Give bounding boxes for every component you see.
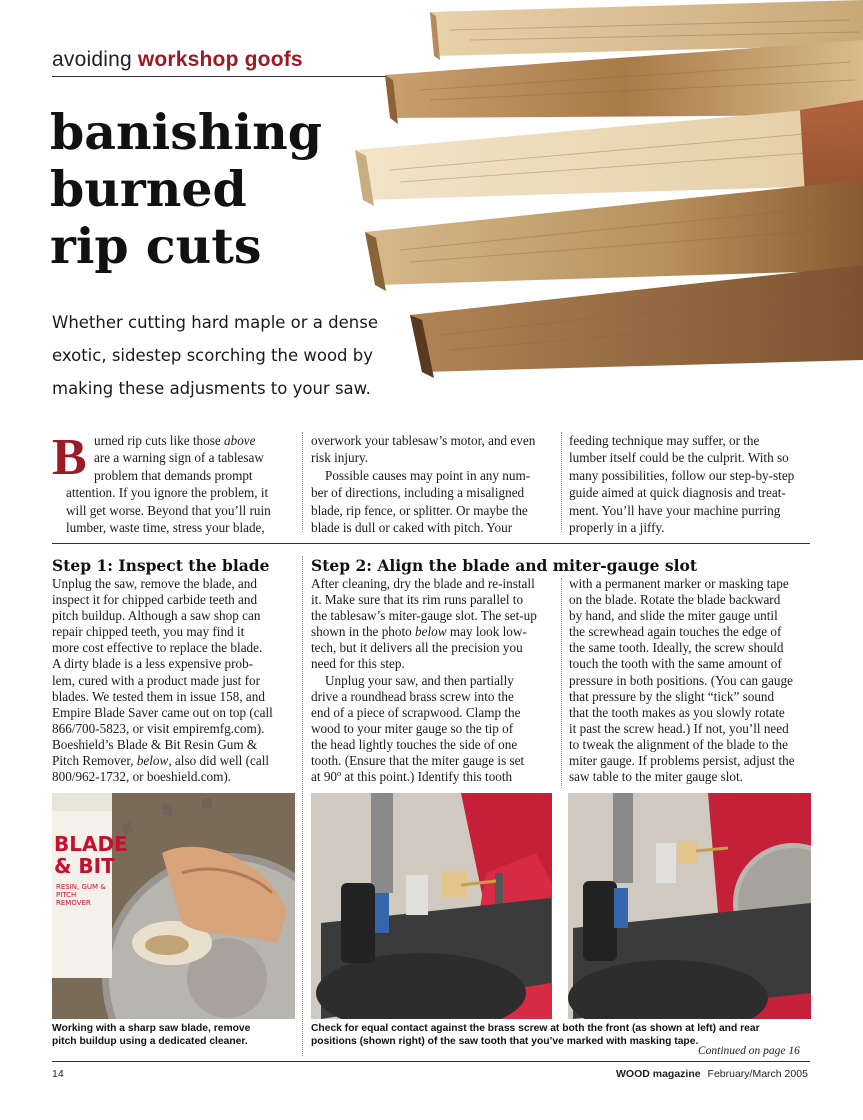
title-line: banishing xyxy=(50,103,322,161)
step2-text: on the blade. Rotate the blade backward xyxy=(569,592,781,608)
step2-text: touch the tooth with the same amount of xyxy=(569,656,782,672)
footer-credit xyxy=(616,1068,808,1080)
step2-column-1 xyxy=(311,576,556,785)
step1-heading: Step 1: Inspect the blade xyxy=(52,556,270,575)
step2-text: to tweak the alignment of the blade to the xyxy=(569,736,788,752)
intro-text: Possible causes may point in any num- xyxy=(325,467,531,483)
step2-text: tooth. (Ensure that the miter gauge is set xyxy=(311,753,525,769)
product-label-line: RESIN, GUM & xyxy=(56,883,106,891)
intro-text: guide aimed at quick diagnosis and treat- xyxy=(569,485,786,501)
step2-text: the head lightly touches the side of one xyxy=(311,736,518,752)
drop-cap: B xyxy=(52,429,87,486)
product-label-line: REMOVER xyxy=(56,899,91,907)
step1-body xyxy=(52,576,300,785)
step2-text: shown in the photo xyxy=(311,624,416,640)
step2-text: Unplug your saw, and then partially xyxy=(325,672,514,688)
step2-text: the tablesaw’s miter-gauge slot. The set-up xyxy=(311,608,537,624)
intro-text: urned rip cuts like those xyxy=(94,433,225,448)
step2-text: it past the screw head.) If not, you’ll need xyxy=(569,720,789,736)
step2-text: pressure in both positions. (You can gauge xyxy=(569,672,793,688)
step2-text: with a permanent marker or masking tape xyxy=(569,576,789,591)
intro-text: will get worse. Beyond that you’ll ruin xyxy=(66,502,271,518)
step1-caption xyxy=(52,1022,302,1048)
caption-line: Working with a sharp saw blade, remove xyxy=(52,1023,251,1034)
step2-text: that pressure by the slight “tick” sound xyxy=(569,688,775,704)
step1-text: Pitch Remover, xyxy=(52,753,137,769)
deck-line: exotic, sidestep scorching the wood by xyxy=(52,346,374,365)
intro-text: problem that demands prompt xyxy=(94,467,253,483)
intro-text: risk injury. xyxy=(311,450,369,466)
section-kicker xyxy=(52,48,303,72)
step2-text: drive a roundhead brass screw into the xyxy=(311,688,514,704)
product-label-line: & BIT xyxy=(54,854,115,878)
intro-text-italic: above xyxy=(224,433,256,448)
column-divider xyxy=(561,432,562,532)
title-line: rip cuts xyxy=(50,217,262,275)
step2-text: it. Make sure that its rim runs parallel to xyxy=(311,592,524,608)
step1-text: 866/700-5823, or visit empiremfg.com). xyxy=(52,720,265,736)
deck-line: Whether cutting hard maple or a dense xyxy=(52,313,378,332)
miter-gauge-front-photo xyxy=(311,793,552,1019)
step2-text-italic: below xyxy=(415,624,447,640)
blade-cleaning-photo xyxy=(52,793,295,1019)
step2-text: wood to your miter gauge so the tip of xyxy=(311,720,514,736)
kicker-light: avoiding xyxy=(52,48,132,71)
intro-text: lumber itself could be the culprit. With so xyxy=(569,450,789,466)
step2-text: tech, but it delivers all the precision you xyxy=(311,640,523,656)
kicker-bold: workshop goofs xyxy=(137,48,303,71)
step2-text: the screwhead again touches the edge of xyxy=(569,624,782,640)
step1-text: Empire Blade Saver came out on top (call xyxy=(52,704,273,720)
intro-text: attention. If you ignore the problem, it xyxy=(66,485,269,501)
step2-text: the same tooth. Ideally, the screw should xyxy=(569,640,784,656)
article-deck xyxy=(52,306,392,405)
intro-text: blade is dull or caked with pitch. Your xyxy=(311,520,513,536)
intro-text: lumber, waste time, stress your blade, xyxy=(66,520,265,536)
step1-text: 800/962-1732, or boeshield.com). xyxy=(52,769,232,785)
product-label-line: PITCH xyxy=(56,891,77,899)
step1-text: A dirty blade is a less expensive prob- xyxy=(52,656,254,672)
caption-line: positions (shown right) of the saw tooth that you’ve marked with masking tape. xyxy=(311,1036,699,1047)
step1-text-italic: below xyxy=(136,753,169,769)
title-line: burned xyxy=(50,160,247,218)
caption-line: pitch buildup using a dedicated cleaner. xyxy=(52,1036,248,1047)
article-title xyxy=(50,104,380,275)
intro-text: feeding technique may suffer, or the xyxy=(569,433,760,448)
intro-text: are a warning sign of a tablesaw xyxy=(94,450,264,466)
magazine-name: WOOD magazine xyxy=(616,1068,701,1080)
step1-text: lem, cured with a product made just for xyxy=(52,672,261,688)
step1-text: Unplug the saw, remove the blade, and xyxy=(52,576,257,591)
intro-text: overwork your tablesaw’s motor, and even xyxy=(311,433,536,448)
intro-column-3 xyxy=(569,432,814,536)
step2-text: by hand, and slide the miter gauge until xyxy=(569,608,778,624)
section-rule xyxy=(52,543,810,544)
step1-text: Boeshield’s Blade & Bit Resin Gum & xyxy=(52,736,258,752)
step2-text: need for this step. xyxy=(311,656,405,672)
intro-text: properly in a jiffy. xyxy=(569,520,665,536)
step2-text: at 90º at this point.) Identify this tooth xyxy=(311,769,513,785)
deck-line: making these adjusments to your saw. xyxy=(52,379,371,398)
step1-text: pitch buildup. Although a saw shop can xyxy=(52,608,261,624)
step1-text: repair chipped teeth, you may find it xyxy=(52,624,245,640)
product-label-line: BLADE xyxy=(54,832,128,856)
step2-heading: Step 2: Align the blade and miter-gauge slot xyxy=(311,556,698,575)
step2-text: After cleaning, dry the blade and re-install xyxy=(311,576,535,591)
column-divider xyxy=(561,578,562,788)
page-number: 14 xyxy=(52,1068,64,1080)
continued-note: Continued on page 16 xyxy=(698,1045,800,1057)
column-divider xyxy=(302,556,303,1056)
step1-text: inspect it for chipped carbide teeth and xyxy=(52,592,258,608)
step1-text: more cost effective to replace the blade. xyxy=(52,640,263,656)
issue-date: February/March 2005 xyxy=(707,1068,808,1080)
step2-text: miter gauge. If problems persist, adjust the xyxy=(569,753,795,769)
intro-text: ber of directions, including a misaligned xyxy=(311,485,525,501)
step2-column-2 xyxy=(569,576,814,785)
intro-text: blade, rip fence, or splitter. Or maybe the xyxy=(311,502,528,518)
miter-gauge-rear-photo xyxy=(568,793,811,1019)
step2-text: that the tooth makes as you slowly rotate xyxy=(569,704,785,720)
step1-text: , also did well (call xyxy=(168,753,270,769)
intro-text: many possibilities, follow our step-by-step xyxy=(569,467,795,483)
intro-column-1 xyxy=(52,429,294,536)
column-divider xyxy=(302,432,303,532)
lumber-stack-photo xyxy=(330,0,863,420)
intro-column-2 xyxy=(311,432,556,536)
step2-text: end of a piece of scrapwood. Clamp the xyxy=(311,704,521,720)
step1-text: blades. We tested them in issue 158, and xyxy=(52,688,265,704)
step2-text: may look low- xyxy=(446,624,527,640)
step2-text: saw table to the miter gauge slot. xyxy=(569,769,743,785)
footer-rule xyxy=(52,1061,810,1062)
intro-text: ment. You’ll have your machine purring xyxy=(569,502,781,518)
caption-line: Check for equal contact against the brass screw at both the front (as shown at left) and rear xyxy=(311,1023,760,1034)
